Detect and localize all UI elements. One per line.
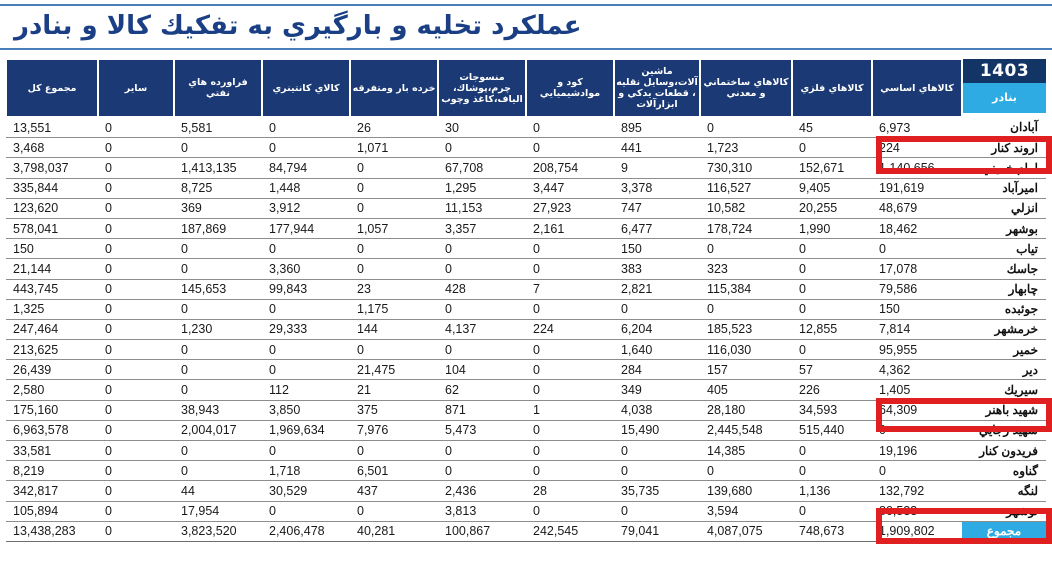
- cell-container: 0: [262, 117, 350, 138]
- cell-petroleum: 0: [174, 138, 262, 158]
- cell-textiles: 62: [438, 380, 526, 400]
- cell-construction: 116,527: [700, 178, 792, 198]
- cell-machinery: 15,490: [614, 420, 700, 440]
- cell-fertilizer: 0: [526, 461, 614, 481]
- cell-construction: 157: [700, 360, 792, 380]
- cell-textiles: 3,357: [438, 218, 526, 238]
- cell-fertilizer: 224: [526, 319, 614, 339]
- cell-fertilizer: 28: [526, 481, 614, 501]
- table-row: [6, 138, 1046, 158]
- title-rule-bottom: [0, 48, 1052, 50]
- cell-container: 0: [262, 360, 350, 380]
- cell-container: 0: [262, 299, 350, 319]
- cell-breakbulk: 1,071: [350, 138, 438, 158]
- cell-fertilizer: 0: [526, 239, 614, 259]
- cell-petroleum: 0: [174, 259, 262, 279]
- cell-other: 0: [98, 117, 174, 138]
- cell-container: 84,794: [262, 158, 350, 178]
- cell-construction: 185,523: [700, 319, 792, 339]
- cell-breakbulk: 0: [350, 340, 438, 360]
- cell-machinery: 0: [614, 299, 700, 319]
- cell-breakbulk: 0: [350, 239, 438, 259]
- cell-fertilizer: 0: [526, 117, 614, 138]
- table-header: [6, 59, 1046, 117]
- port-name-cell: اروند كنار: [962, 138, 1046, 158]
- port-name-cell: دير: [962, 360, 1046, 380]
- cell-breakbulk: 1,057: [350, 218, 438, 238]
- cell-construction: 405: [700, 380, 792, 400]
- cell-machinery: 35,735: [614, 481, 700, 501]
- cell-other: 0: [98, 441, 174, 461]
- cell-fertilizer: 1: [526, 400, 614, 420]
- cell-container: 29,333: [262, 319, 350, 339]
- port-name-cell: اميرآباد: [962, 178, 1046, 198]
- cell-fertilizer: 0: [526, 501, 614, 521]
- cell-container: 2,406,478: [262, 521, 350, 541]
- port-name-cell: خمير: [962, 340, 1046, 360]
- cell-petroleum: 0: [174, 380, 262, 400]
- cell-textiles: 0: [438, 138, 526, 158]
- cell-construction: 0: [700, 239, 792, 259]
- cell-breakbulk: 375: [350, 400, 438, 420]
- cell-total: 150: [6, 239, 98, 259]
- cargo-table: [5, 58, 1046, 542]
- cell-machinery: 441: [614, 138, 700, 158]
- column-header-machinery[interactable]: ماشين آلات،وسايل نقليه ، قطعات يدكي و ابزارآلات: [614, 59, 700, 117]
- cell-breakbulk: 21,475: [350, 360, 438, 380]
- cell-breakbulk: 437: [350, 481, 438, 501]
- cell-other: 0: [98, 501, 174, 521]
- port-name-cell: فريدون كنار: [962, 441, 1046, 461]
- cell-fertilizer: 7: [526, 279, 614, 299]
- port-name-cell: نوشهر: [962, 501, 1046, 521]
- cell-metal: 0: [792, 299, 872, 319]
- cell-petroleum: 187,869: [174, 218, 262, 238]
- cell-essential: 1,405: [872, 380, 962, 400]
- table-row: [6, 501, 1046, 521]
- table-row: [6, 380, 1046, 400]
- table-corner-header: [962, 59, 1046, 117]
- cell-machinery: 2,821: [614, 279, 700, 299]
- cell-total: 213,625: [6, 340, 98, 360]
- port-name-cell: لنگه: [962, 481, 1046, 501]
- cell-textiles: 67,708: [438, 158, 526, 178]
- cell-total: 105,894: [6, 501, 98, 521]
- cell-essential: 0: [872, 461, 962, 481]
- cell-textiles: 3,813: [438, 501, 526, 521]
- cell-metal: 9,405: [792, 178, 872, 198]
- cell-metal: 34,593: [792, 400, 872, 420]
- cell-other: 0: [98, 218, 174, 238]
- cell-fertilizer: 0: [526, 340, 614, 360]
- column-header-petroleum[interactable]: فراورده هاي نفتي: [174, 59, 262, 117]
- cell-textiles: 428: [438, 279, 526, 299]
- cell-metal: 152,671: [792, 158, 872, 178]
- cell-breakbulk: 0: [350, 198, 438, 218]
- cell-metal: 1,136: [792, 481, 872, 501]
- port-name-cell: چابهار: [962, 279, 1046, 299]
- cell-other: 0: [98, 521, 174, 541]
- cell-machinery: 383: [614, 259, 700, 279]
- cell-textiles: 4,137: [438, 319, 526, 339]
- cell-other: 0: [98, 319, 174, 339]
- table-row: [6, 178, 1046, 198]
- cell-petroleum: 1,413,135: [174, 158, 262, 178]
- cell-construction: 730,310: [700, 158, 792, 178]
- cell-other: 0: [98, 380, 174, 400]
- port-name-cell: سيريك: [962, 380, 1046, 400]
- cell-machinery: 3,378: [614, 178, 700, 198]
- cell-breakbulk: 6,501: [350, 461, 438, 481]
- cell-total: 3,468: [6, 138, 98, 158]
- cell-total: 578,041: [6, 218, 98, 238]
- cell-essential: 18,462: [872, 218, 962, 238]
- cell-metal: 748,673: [792, 521, 872, 541]
- table-total-row: [6, 521, 1046, 541]
- cell-other: 0: [98, 178, 174, 198]
- cell-metal: 0: [792, 239, 872, 259]
- cell-construction: 139,680: [700, 481, 792, 501]
- cell-petroleum: 17,954: [174, 501, 262, 521]
- cell-machinery: 0: [614, 461, 700, 481]
- cell-container: 1,448: [262, 178, 350, 198]
- cell-container: 177,944: [262, 218, 350, 238]
- cell-petroleum: 0: [174, 299, 262, 319]
- cell-petroleum: 2,004,017: [174, 420, 262, 440]
- table-row: [6, 259, 1046, 279]
- cell-total: 1,325: [6, 299, 98, 319]
- cell-fertilizer: 0: [526, 299, 614, 319]
- cell-essential: 17,078: [872, 259, 962, 279]
- cell-other: 0: [98, 239, 174, 259]
- cell-total: 335,844: [6, 178, 98, 198]
- cell-petroleum: 0: [174, 441, 262, 461]
- cell-construction: 4,087,075: [700, 521, 792, 541]
- cell-total: 13,438,283: [6, 521, 98, 541]
- cell-total: 123,620: [6, 198, 98, 218]
- cell-total: 175,160: [6, 400, 98, 420]
- cell-metal: 12,855: [792, 319, 872, 339]
- table-row: [6, 239, 1046, 259]
- cell-breakbulk: 0: [350, 158, 438, 178]
- cell-construction: 116,030: [700, 340, 792, 360]
- cell-breakbulk: 0: [350, 259, 438, 279]
- cell-container: 1,718: [262, 461, 350, 481]
- cell-metal: 0: [792, 259, 872, 279]
- cell-essential: 79,586: [872, 279, 962, 299]
- cell-metal: 515,440: [792, 420, 872, 440]
- port-name-cell: تياب: [962, 239, 1046, 259]
- cell-total: 3,798,037: [6, 158, 98, 178]
- cell-total: 6,963,578: [6, 420, 98, 440]
- table-row: [6, 299, 1046, 319]
- port-name-cell: شهيد رجايي: [962, 420, 1046, 440]
- cell-container: 112: [262, 380, 350, 400]
- port-name-cell: انزلي: [962, 198, 1046, 218]
- cell-other: 0: [98, 158, 174, 178]
- cell-total: 342,817: [6, 481, 98, 501]
- cell-petroleum: 38,943: [174, 400, 262, 420]
- cell-essential: 48,679: [872, 198, 962, 218]
- cell-fertilizer: 0: [526, 138, 614, 158]
- cell-textiles: 0: [438, 441, 526, 461]
- cell-machinery: 9: [614, 158, 700, 178]
- port-name-cell: بوشهر: [962, 218, 1046, 238]
- cell-total: 2,580: [6, 380, 98, 400]
- cell-construction: 10,582: [700, 198, 792, 218]
- cell-metal: 226: [792, 380, 872, 400]
- table-header-row: [6, 59, 1046, 117]
- report-title-bar: [0, 0, 1052, 52]
- port-name-cell: جاسك: [962, 259, 1046, 279]
- port-name-cell: شهيد باهنر: [962, 400, 1046, 420]
- cell-total: 13,551: [6, 117, 98, 138]
- cell-textiles: 0: [438, 299, 526, 319]
- cell-container: 0: [262, 441, 350, 461]
- column-header-metal[interactable]: كالاهاي فلزي: [792, 59, 872, 117]
- cell-essential: 1,909,802: [872, 521, 962, 541]
- cell-essential: 150: [872, 299, 962, 319]
- ports-column-header: بنادر: [963, 83, 1046, 113]
- cell-breakbulk: 144: [350, 319, 438, 339]
- cell-essential: 0: [872, 420, 962, 440]
- column-header-other[interactable]: ساير: [98, 59, 174, 117]
- cell-construction: 0: [700, 299, 792, 319]
- cell-petroleum: 0: [174, 340, 262, 360]
- cell-machinery: 349: [614, 380, 700, 400]
- column-header-essential[interactable]: كالاهاي اساسي: [872, 59, 962, 117]
- cell-metal: 0: [792, 340, 872, 360]
- cell-machinery: 0: [614, 501, 700, 521]
- cell-metal: 20,255: [792, 198, 872, 218]
- cell-metal: 0: [792, 461, 872, 481]
- cell-other: 0: [98, 420, 174, 440]
- cell-container: 1,969,634: [262, 420, 350, 440]
- cell-construction: 28,180: [700, 400, 792, 420]
- cell-fertilizer: 0: [526, 420, 614, 440]
- cell-container: 0: [262, 340, 350, 360]
- cell-breakbulk: 0: [350, 441, 438, 461]
- cell-metal: 45: [792, 117, 872, 138]
- cell-textiles: 0: [438, 461, 526, 481]
- cell-breakbulk: 26: [350, 117, 438, 138]
- column-header-construction[interactable]: كالاهاي ساختماني و معدني: [700, 59, 792, 117]
- cell-petroleum: 145,653: [174, 279, 262, 299]
- cell-container: 99,843: [262, 279, 350, 299]
- cell-total: 8,219: [6, 461, 98, 481]
- cell-textiles: 0: [438, 259, 526, 279]
- cell-petroleum: 0: [174, 239, 262, 259]
- column-header-container[interactable]: كالاي كانتينري: [262, 59, 350, 117]
- cell-construction: 178,724: [700, 218, 792, 238]
- cell-construction: 0: [700, 461, 792, 481]
- cell-textiles: 30: [438, 117, 526, 138]
- table-row: [6, 481, 1046, 501]
- cell-fertilizer: 208,754: [526, 158, 614, 178]
- cell-total: 21,144: [6, 259, 98, 279]
- cell-breakbulk: 40,281: [350, 521, 438, 541]
- column-header-total[interactable]: مجموع كل: [6, 59, 98, 117]
- table-row: [6, 461, 1046, 481]
- table-row: [6, 218, 1046, 238]
- port-name-cell: جوئبده: [962, 299, 1046, 319]
- cell-container: 3,912: [262, 198, 350, 218]
- cell-metal: 57: [792, 360, 872, 380]
- port-name-cell: گناوه: [962, 461, 1046, 481]
- cell-machinery: 747: [614, 198, 700, 218]
- cell-fertilizer: 0: [526, 259, 614, 279]
- cell-construction: 1,723: [700, 138, 792, 158]
- cell-total: 26,439: [6, 360, 98, 380]
- column-header-textiles[interactable]: منسوجات چرم،پوشاك، الياف،كاغذ وچوب: [438, 59, 526, 117]
- cell-construction: 115,384: [700, 279, 792, 299]
- cell-essential: 4,362: [872, 360, 962, 380]
- table-row: [6, 198, 1046, 218]
- port-name-cell: خرمشهر: [962, 319, 1046, 339]
- cell-fertilizer: 0: [526, 441, 614, 461]
- table-row: [6, 360, 1046, 380]
- cell-essential: 191,619: [872, 178, 962, 198]
- cell-fertilizer: 27,923: [526, 198, 614, 218]
- cell-fertilizer: 0: [526, 360, 614, 380]
- cell-machinery: 0: [614, 441, 700, 461]
- port-name-cell: امام خميني: [962, 158, 1046, 178]
- cell-essential: 64,309: [872, 400, 962, 420]
- cell-metal: 1,990: [792, 218, 872, 238]
- cell-textiles: 2,436: [438, 481, 526, 501]
- cell-other: 0: [98, 138, 174, 158]
- cell-fertilizer: 3,447: [526, 178, 614, 198]
- report-year: 1403: [963, 59, 1046, 83]
- cell-other: 0: [98, 461, 174, 481]
- cell-container: 3,360: [262, 259, 350, 279]
- table-row: [6, 420, 1046, 440]
- cell-textiles: 0: [438, 340, 526, 360]
- cell-machinery: 79,041: [614, 521, 700, 541]
- cell-container: 0: [262, 138, 350, 158]
- cell-petroleum: 8,725: [174, 178, 262, 198]
- cell-breakbulk: 23: [350, 279, 438, 299]
- cargo-table-container: [6, 58, 1046, 542]
- cell-container: 3,850: [262, 400, 350, 420]
- cell-container: 0: [262, 239, 350, 259]
- cell-essential: 132,792: [872, 481, 962, 501]
- cell-machinery: 284: [614, 360, 700, 380]
- table-row: [6, 158, 1046, 178]
- table-row: [6, 340, 1046, 360]
- cell-petroleum: 0: [174, 461, 262, 481]
- cell-essential: 95,955: [872, 340, 962, 360]
- cell-container: 0: [262, 501, 350, 521]
- cell-essential: 224: [872, 138, 962, 158]
- port-name-cell: آبادان: [962, 117, 1046, 138]
- table-row: [6, 117, 1046, 138]
- cell-textiles: 5,473: [438, 420, 526, 440]
- cell-essential: 19,196: [872, 441, 962, 461]
- cell-construction: 14,385: [700, 441, 792, 461]
- column-header-breakbulk[interactable]: خرده بار ومتفرقه: [350, 59, 438, 117]
- column-header-fertilizer[interactable]: كود و موادشيميايي: [526, 59, 614, 117]
- table-row: [6, 400, 1046, 420]
- cell-other: 0: [98, 299, 174, 319]
- cell-essential: 80,533: [872, 501, 962, 521]
- cell-other: 0: [98, 340, 174, 360]
- cell-other: 0: [98, 400, 174, 420]
- cell-construction: 323: [700, 259, 792, 279]
- cell-other: 0: [98, 259, 174, 279]
- cell-essential: 1,140,656: [872, 158, 962, 178]
- cell-textiles: 871: [438, 400, 526, 420]
- total-row-label: مجموع: [962, 521, 1046, 541]
- cell-construction: 0: [700, 117, 792, 138]
- cell-total: 247,464: [6, 319, 98, 339]
- cell-machinery: 150: [614, 239, 700, 259]
- cell-machinery: 895: [614, 117, 700, 138]
- cell-construction: 2,445,548: [700, 420, 792, 440]
- cell-total: 443,745: [6, 279, 98, 299]
- cell-breakbulk: 0: [350, 501, 438, 521]
- cell-fertilizer: 242,545: [526, 521, 614, 541]
- page-title: عملکرد تخليه و بارگيري به تفكيك كالا و بنادر: [14, 11, 582, 41]
- cell-machinery: 4,038: [614, 400, 700, 420]
- cell-breakbulk: 1,175: [350, 299, 438, 319]
- cell-fertilizer: 2,161: [526, 218, 614, 238]
- title-rule-top: [0, 4, 1052, 6]
- cell-fertilizer: 0: [526, 380, 614, 400]
- cell-petroleum: 44: [174, 481, 262, 501]
- cell-petroleum: 1,230: [174, 319, 262, 339]
- cell-textiles: 104: [438, 360, 526, 380]
- cell-breakbulk: 7,976: [350, 420, 438, 440]
- cell-construction: 3,594: [700, 501, 792, 521]
- cell-breakbulk: 0: [350, 178, 438, 198]
- cell-breakbulk: 21: [350, 380, 438, 400]
- cell-petroleum: 3,823,520: [174, 521, 262, 541]
- table-row: [6, 279, 1046, 299]
- cell-container: 30,529: [262, 481, 350, 501]
- cell-other: 0: [98, 360, 174, 380]
- cell-essential: 6,973: [872, 117, 962, 138]
- cell-petroleum: 0: [174, 360, 262, 380]
- cell-textiles: 1,295: [438, 178, 526, 198]
- cell-petroleum: 5,581: [174, 117, 262, 138]
- table-body: [6, 117, 1046, 541]
- cell-other: 0: [98, 198, 174, 218]
- cell-other: 0: [98, 481, 174, 501]
- cell-machinery: 1,640: [614, 340, 700, 360]
- table-row: [6, 441, 1046, 461]
- cell-other: 0: [98, 279, 174, 299]
- cell-metal: 0: [792, 441, 872, 461]
- cell-total: 33,581: [6, 441, 98, 461]
- cell-textiles: 0: [438, 239, 526, 259]
- cell-metal: 0: [792, 501, 872, 521]
- cell-metal: 0: [792, 138, 872, 158]
- cell-textiles: 11,153: [438, 198, 526, 218]
- cell-machinery: 6,204: [614, 319, 700, 339]
- cell-machinery: 6,477: [614, 218, 700, 238]
- cell-metal: 0: [792, 279, 872, 299]
- cell-textiles: 100,867: [438, 521, 526, 541]
- cell-petroleum: 369: [174, 198, 262, 218]
- cell-essential: 0: [872, 239, 962, 259]
- cell-essential: 7,814: [872, 319, 962, 339]
- table-row: [6, 319, 1046, 339]
